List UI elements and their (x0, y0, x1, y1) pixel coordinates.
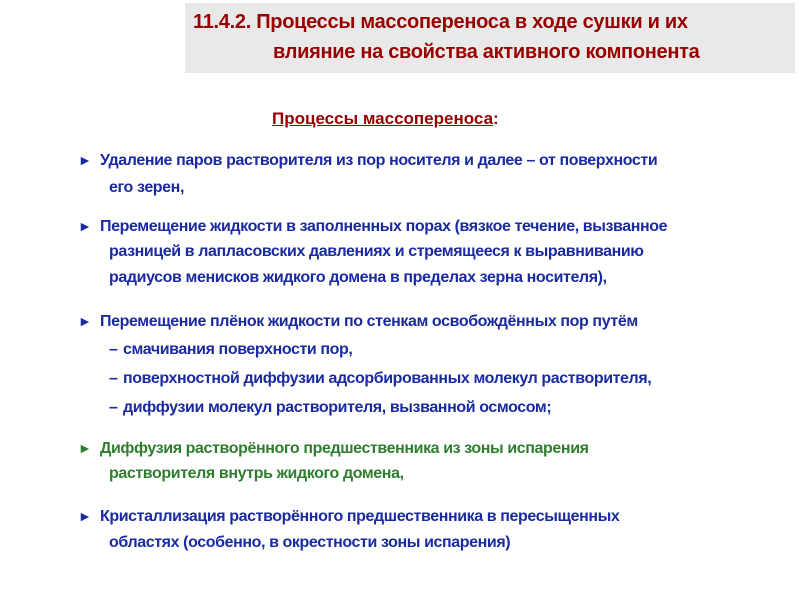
sub-item-text: поверхностной диффузии адсорбированных молекул растворителя, (123, 370, 652, 387)
list-item-2-line-1 (78, 216, 667, 237)
slide-title-line-1: 11.4.2. Процессы массопереноса в ходе сушки и их (193, 11, 688, 33)
list-item-2-line-2: разницей в лапласовских давлениях и стремящееся к выравниванию (109, 243, 644, 260)
list-item-text: Диффузия растворённого предшественника из зоны испарения (100, 440, 589, 457)
list-item-5-line-1 (78, 506, 619, 527)
sub-item-text: диффузии молекул растворителя, вызванной осмосом; (123, 399, 552, 416)
list-item-4-line-1 (78, 438, 589, 459)
list-item-2-line-3: радиусов менисков жидкого домена в пределах зерна носителя), (109, 269, 607, 286)
subheading-colon: : (493, 109, 499, 128)
sub-item-text: смачивания поверхности пор, (123, 341, 353, 358)
subheading (272, 109, 499, 129)
list-item-text: Удаление паров растворителя из пор носителя и далее – от поверхности (100, 152, 658, 169)
list-item-3-line-1 (78, 311, 638, 332)
sub-item-1 (109, 340, 352, 360)
subheading-text: Процессы массопереноса (272, 109, 494, 128)
bullet-arrow-icon: ► (78, 218, 92, 234)
list-item-1-line-1 (78, 150, 657, 171)
bullet-arrow-icon: ► (78, 508, 92, 524)
list-item-5-line-2: областях (особенно, в окрестности зоны испарения) (109, 534, 511, 551)
sub-item-3 (109, 398, 551, 418)
dash-marker: – (109, 341, 118, 358)
list-item-4-line-2: растворителя внутрь жидкого домена, (109, 465, 404, 482)
bullet-arrow-icon: ► (78, 313, 92, 329)
dash-marker: – (109, 399, 118, 416)
list-item-1-line-2: его зерен, (109, 179, 184, 196)
list-item-text: Перемещение жидкости в заполненных порах (вязкое течение, вызванное (100, 218, 668, 235)
sub-item-2 (109, 369, 651, 389)
slide-title-line-2: влияние на свойства активного компонента (273, 41, 700, 63)
dash-marker: – (109, 370, 118, 387)
list-item-text: Кристаллизация растворённого предшественника в пересыщенных (100, 508, 620, 525)
bullet-arrow-icon: ► (78, 440, 92, 456)
bullet-arrow-icon: ► (78, 152, 92, 168)
list-item-text: Перемещение плёнок жидкости по стенкам освобождённых пор путём (100, 313, 638, 330)
